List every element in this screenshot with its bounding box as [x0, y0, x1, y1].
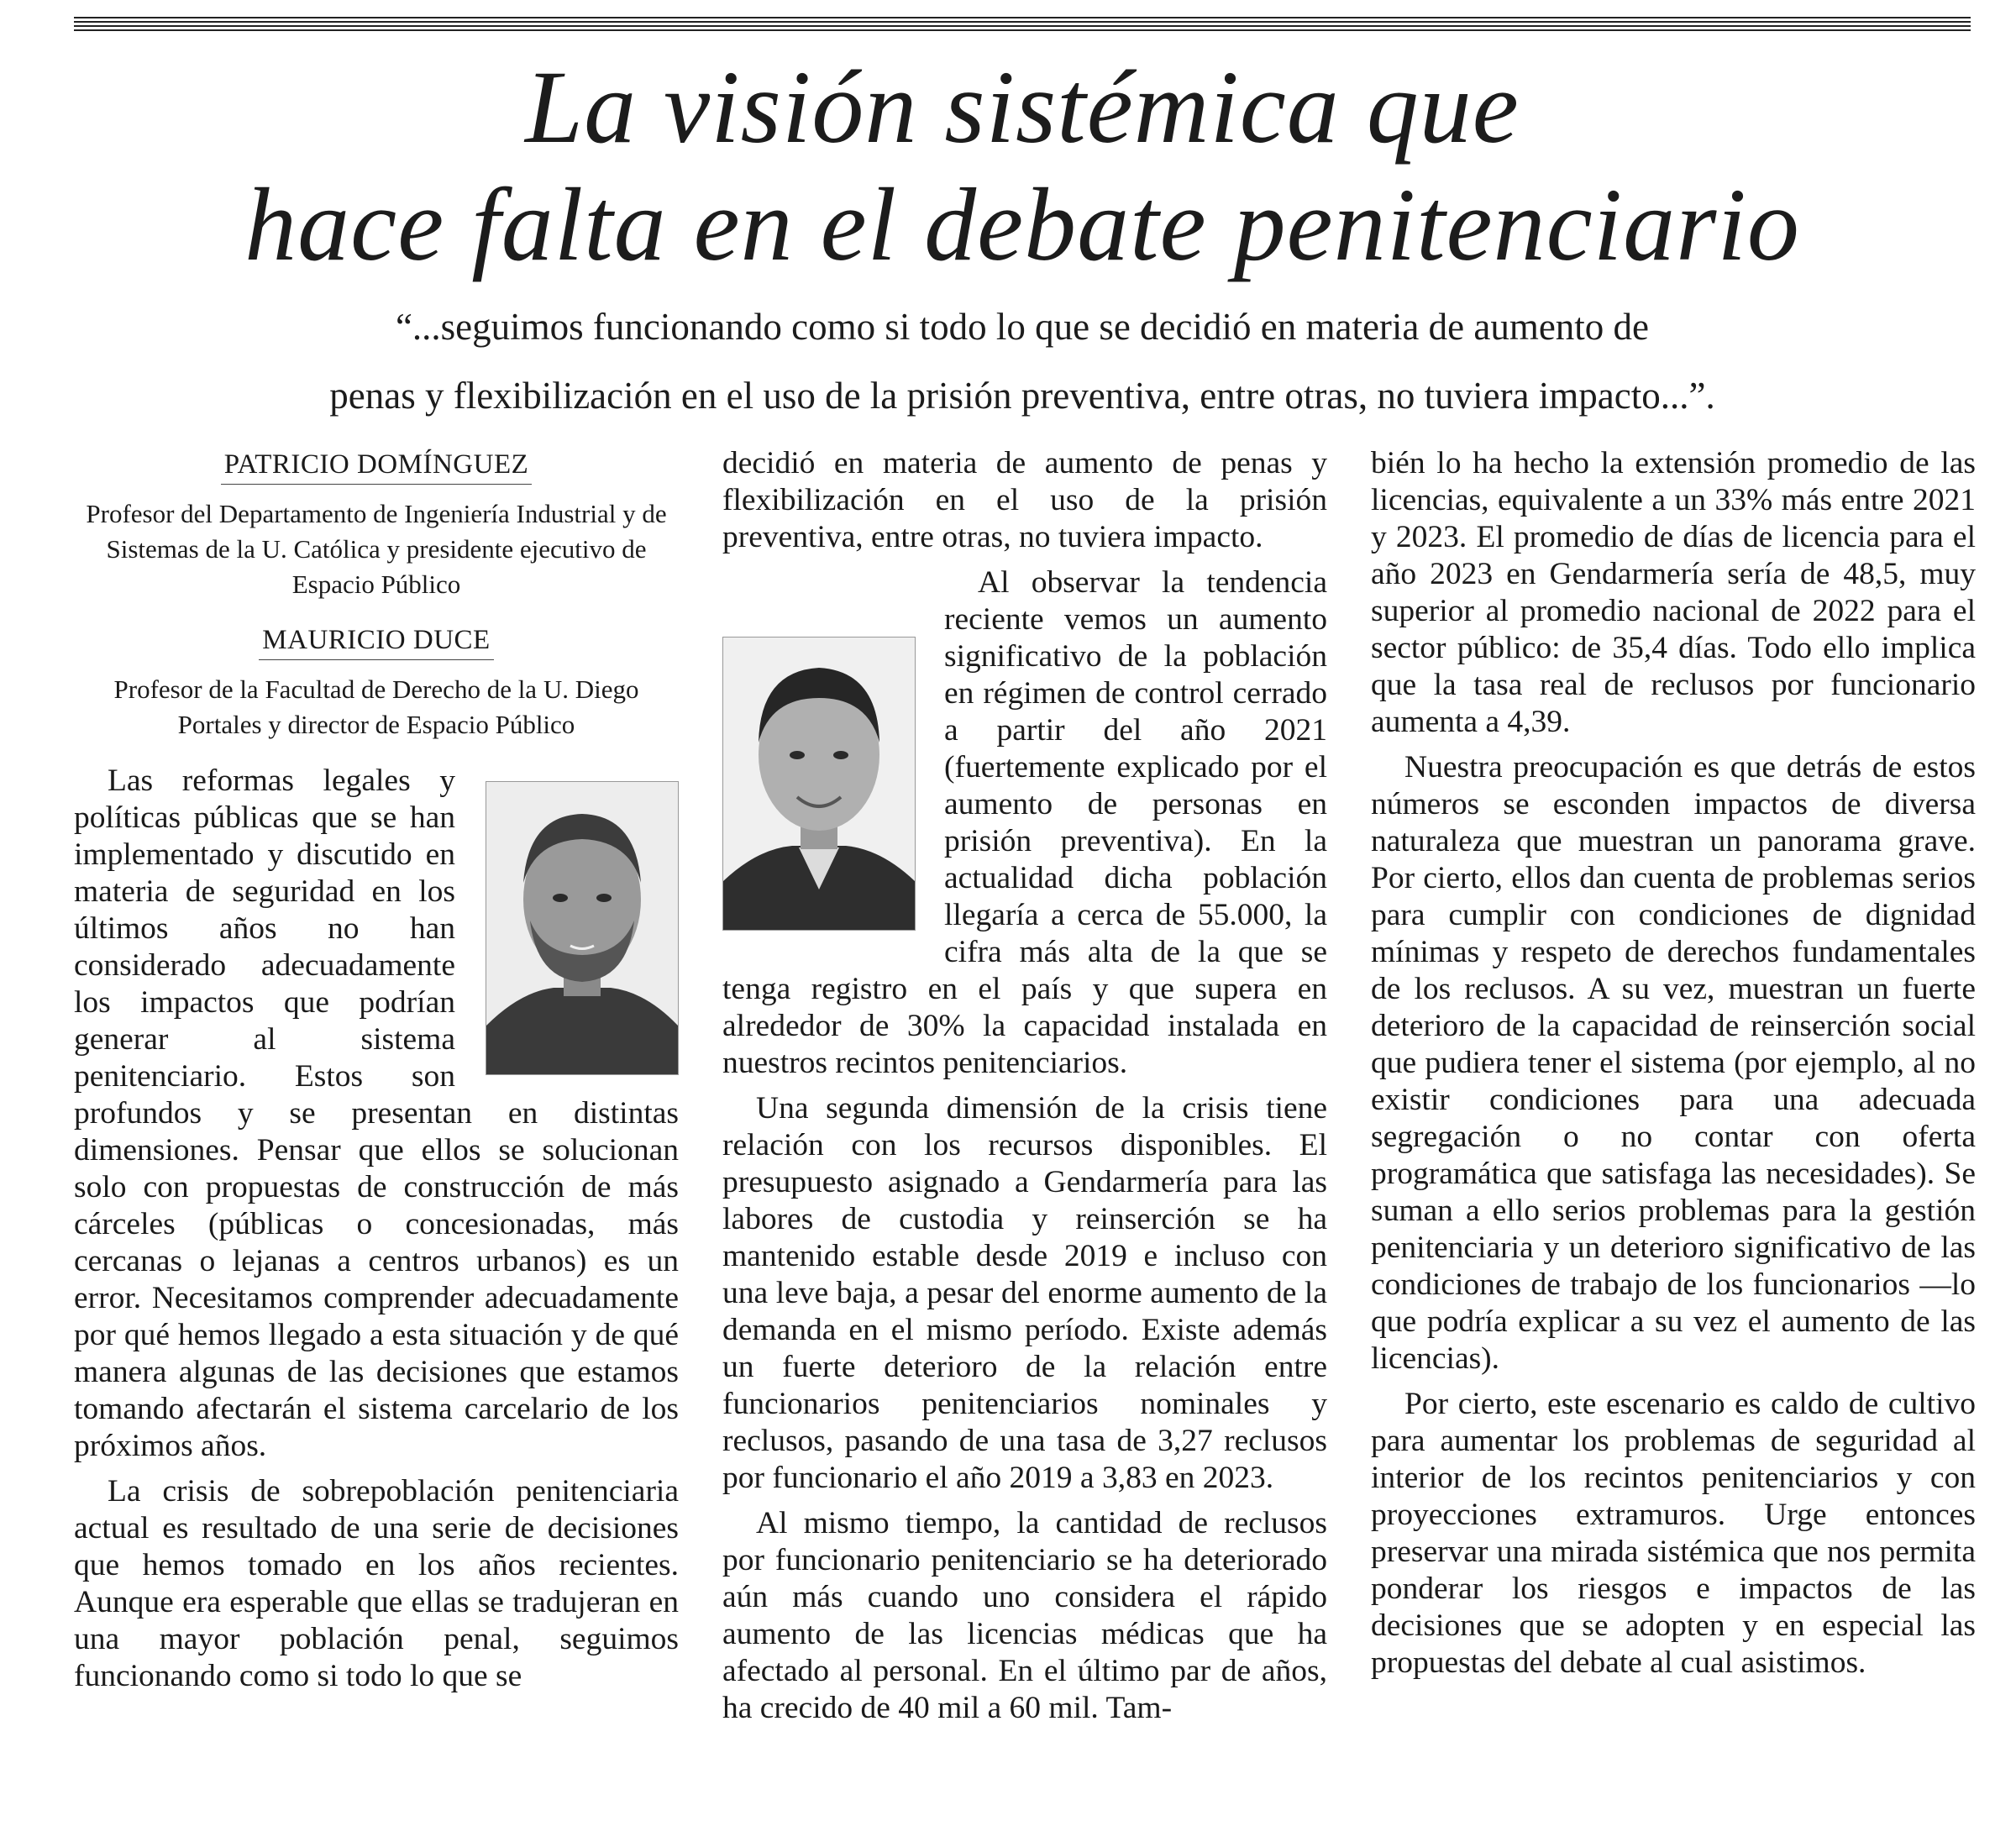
- masthead-rule: [74, 17, 1971, 34]
- author-bio: Profesor de la Facultad de Derecho de la U. Diego Portales y director de Espacio Público: [113, 674, 639, 739]
- pull-quote-line-1: “...seguimos funcionando como si todo lo que se decidió en materia de aumento de: [395, 306, 1650, 348]
- body-paragraph: Por cierto, este escenario es caldo de cultivo para aumentar los problemas de seguridad al interior de los recintos penitenciarios y con proyecciones extramuros. Urge entonces preservar una mirada sistémica que nos permita ponderar los riesgos e impactos de las decisiones que se adopten y en especial las propuestas del debate al cual asistimos.: [1371, 1387, 1976, 1680]
- body-paragraph: Nuestra preocupación es que detrás de estos números se esconden impactos de diversa naturaleza que muestran un panorama grave. Por cierto, ellos dan cuenta de problemas serios para cumplir con condiciones de dignidad mínimas y respeto de derechos fundamentales de los reclusos. A su vez, muestran un fuerte deterioro de la capacidad de reinserción social que pudiera tener el sistema (por ejemplo, al no existir condiciones para una adecuada segregación o no contar con oferta programática que satisfaga las necesidades). Se suman a ello serios problemas para la gestión penitenciaria y un deterioro significativo de las condiciones de trabajo de los funcionarios —lo que podría explicar a su vez el aumento de las licencias).: [1371, 750, 1976, 1376]
- headline: [74, 49, 1971, 284]
- column-2: [722, 445, 1327, 1727]
- portrait-icon: [723, 638, 915, 930]
- body-paragraph: Las reformas legales y políticas públicas que se han implementado y discutido en materia de seguridad en los últimos años no han considerado adecuadamente los impactos que podrían generar al sistema penitenciario. Estos son profundos y se presentan en distintas dimensiones. Pensar que ellos se solucionan solo con propuestas de construcción de más cárceles (públicas o concesionadas, más cercanas o lejanas a centros urbanos) es un error. Necesitamos comprender adecuadamente por qué hemos llegado a esta situación y de qué manera algunas de las decisiones que estamos tomando afectarán el sistema carcelario de los próximos años.: [74, 763, 679, 1463]
- pull-quote-line-2: penas y flexibilización en el uso de la prisión preventiva, entre otras, no tuviera impacto...”.: [329, 375, 1715, 417]
- pull-quote: [74, 292, 1971, 430]
- author-name: MAURICIO DUCE: [259, 624, 493, 660]
- body-paragraph: decidió en materia de aumento de penas y flexibilización en el uso de la prisión preventiva, entre otras, no tuviera impacto.: [722, 446, 1327, 554]
- author-photo-duce: [722, 637, 916, 931]
- column-1: [74, 445, 679, 1695]
- portrait-icon: [486, 782, 678, 1074]
- headline-line-1: La visión sistémica que: [525, 50, 1520, 165]
- body-paragraph: La crisis de sobrepoblación penitenciaria actual es resultado de una serie de decisiones que hemos tomado en los años recientes. Aunque era esperable que ellas se tradujeran en una mayor población penal, seguimos funcionando como si todo lo que se: [74, 1474, 679, 1693]
- body-paragraph: Al mismo tiempo, la cantidad de reclusos por funcionario penitenciario se ha deteriorado aún más cuando uno considera el rápido aumento de las licencias médicas que ha afectado al personal. En el último par de años, ha crecido de 40 mil a 60 mil. Tam-: [722, 1506, 1327, 1725]
- author-photo-dominguez: [486, 781, 679, 1075]
- author-block: [74, 621, 679, 742]
- body-paragraph: bién lo ha hecho la extensión promedio de las licencias, equivalente a un 33% más entre 2021 y 2023. El promedio de días de licencia para el año 2023 en Gendarmería sería de 48,5, muy superior al promedio nacional de 2022 para el sector público: de 35,4 días. Todo ello implica que la tasa real de reclusos por funcionario aumenta a 4,39.: [1371, 446, 1976, 739]
- byline: [74, 445, 679, 742]
- author-block: [74, 445, 679, 602]
- headline-line-2: hace falta en el debate penitenciario: [244, 167, 1800, 282]
- body-paragraph: Una segunda dimensión de la crisis tiene relación con los recursos disponibles. El presupuesto asignado a Gendarmería para las labores de custodia y reinserción se ha mantenido estable desde 2019 e incluso con una leve baja, a pesar del enorme aumento de la demanda en el mismo período. Existe además un fuerte deterioro de la relación entre funcionarios penitenciarios nominales y reclusos, pasando de una tasa de 3,27 reclusos por funcionario el año 2019 a 3,83 en 2023.: [722, 1091, 1327, 1495]
- column-3: [1371, 445, 1976, 1682]
- author-name: PATRICIO DOMÍNGUEZ: [221, 449, 533, 485]
- author-bio: Profesor del Departamento de Ingeniería Industrial y de Sistemas de la U. Católica y presidente ejecutivo de Espacio Público: [86, 499, 667, 599]
- body-paragraph: Al observar la tendencia reciente vemos un aumento significativo de la población en régimen de control cerrado a partir del año 2021 (fuertemente explicado por el aumento de personas en prisión preventiva). En la actualidad dicha población llegaría a cerca de 55.000, la cifra más alta de la que se tenga registro en el país y que supera en alrededor de 30% la capacidad instalada en nuestros recintos penitenciarios.: [722, 565, 1327, 1080]
